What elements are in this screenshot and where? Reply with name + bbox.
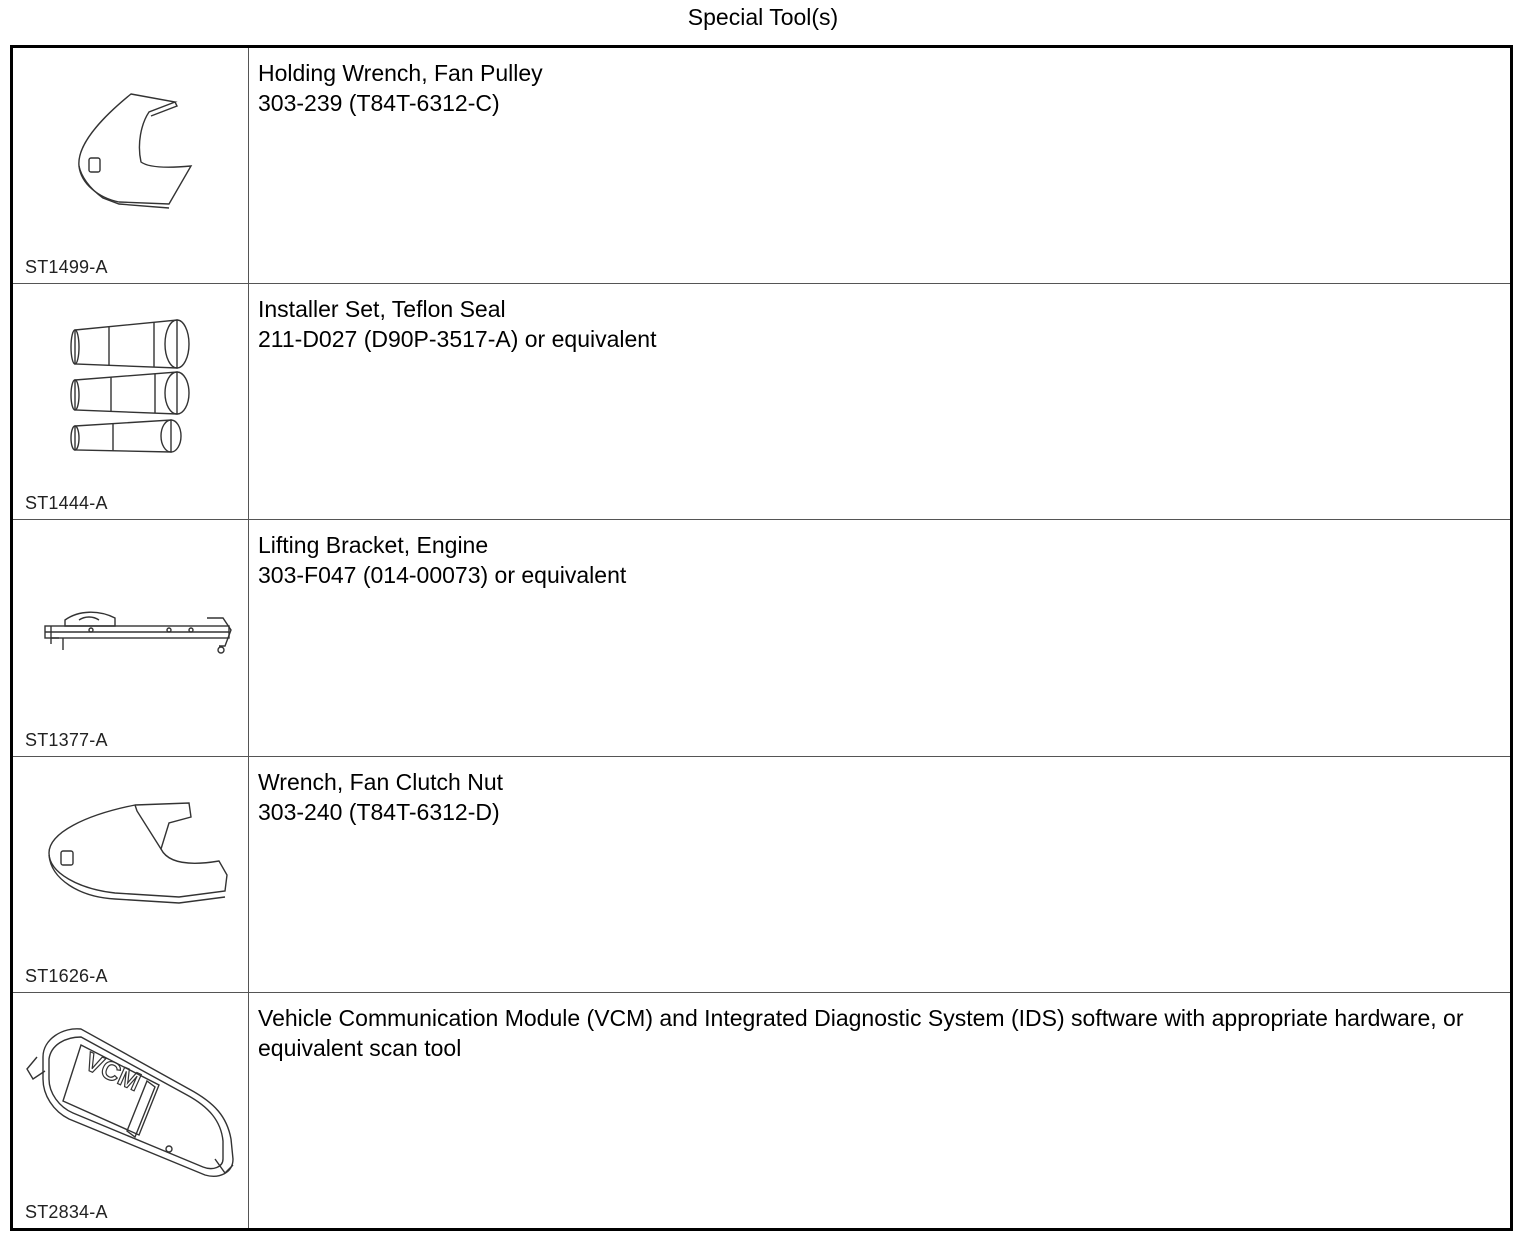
tool-name: Vehicle Communication Module (VCM) and Integrated Diagnostic System (IDS) software with appropriate hardware, or equivalent scan tool [258, 1004, 1470, 1061]
tool-number: 303-239 (T84T-6312-C) [258, 90, 500, 116]
tool-name: Holding Wrench, Fan Pulley [258, 60, 543, 86]
special-tools-table [10, 45, 1513, 1231]
tool-description-cell [249, 993, 1510, 1228]
table-row [13, 993, 1510, 1228]
table-row [13, 48, 1510, 284]
tool-description-cell [249, 757, 1510, 992]
tool-image-cell [13, 520, 249, 755]
fan-clutch-nut-wrench-icon [19, 763, 241, 953]
table-row [13, 520, 1510, 756]
page-title: Special Tool(s) [687, 4, 839, 30]
fan-pulley-holding-wrench-icon [19, 54, 241, 244]
tool-description-cell [249, 520, 1510, 755]
tool-image-cell [13, 993, 249, 1228]
table-row [13, 284, 1510, 520]
table-row [13, 757, 1510, 993]
tool-number: 211-D027 (D90P-3517-A) or equivalent [258, 326, 657, 353]
tool-code: ST1499-A [25, 257, 108, 278]
tool-image-cell [13, 48, 249, 283]
tool-image-cell [13, 757, 249, 992]
tool-name: Installer Set, Teflon Seal [258, 296, 506, 323]
tool-description-cell [249, 284, 1510, 519]
tool-code: ST1626-A [25, 965, 108, 986]
vcm-illustration-label: VCM [80, 1045, 146, 1097]
tool-image-cell [13, 284, 249, 519]
tool-name: Wrench, Fan Clutch Nut [258, 768, 504, 795]
tool-code: ST1444-A [25, 493, 108, 514]
tool-number: 303-F047 (014-00073) or equivalent [258, 562, 627, 589]
tool-name: Lifting Bracket, Engine [258, 532, 489, 559]
teflon-seal-installer-set-icon [19, 290, 241, 480]
engine-lifting-bracket-icon [19, 526, 241, 716]
tool-description-cell [249, 48, 1510, 283]
tool-code: ST2834-A [25, 1202, 108, 1223]
tool-number: 303-240 (T84T-6312-D) [258, 798, 500, 825]
tool-code: ST1377-A [25, 729, 108, 750]
vcm-module-icon [19, 999, 241, 1189]
